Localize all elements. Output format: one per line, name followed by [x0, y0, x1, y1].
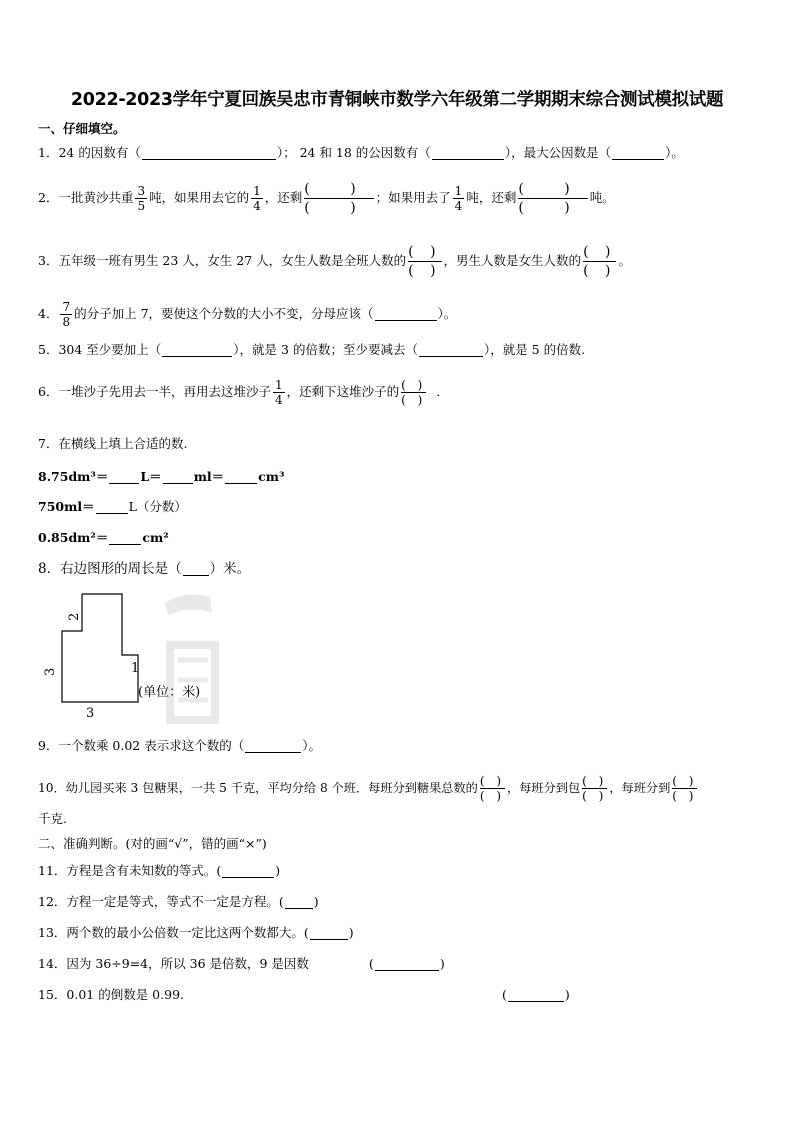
answer-blank[interactable]: [183, 563, 209, 576]
answer-blank[interactable]: [163, 471, 193, 484]
answer-blank[interactable]: [225, 471, 257, 484]
section2-heading: 二、准确判断。(对的画“√”，错的画“×”): [38, 836, 267, 851]
answer-fraction[interactable]: $\frac{( )}{( )}$: [304, 181, 374, 216]
answer-blank[interactable]: [162, 344, 232, 357]
answer-blank[interactable]: [310, 927, 348, 940]
question-13: 13．两个数的最小公倍数一定比这两个数都大。( ): [38, 925, 354, 941]
answer-blank[interactable]: [109, 532, 141, 545]
answer-fraction[interactable]: $\frac{( )}{( )}$: [582, 774, 608, 803]
question-14: 14．因为 36÷9=4，所以 36 是倍数，9 是因数 ( ): [38, 956, 445, 972]
question-6: 6．一堆沙子先用去一半，再用去这堆沙子 $\frac{1}{4}$ ，还剩下这堆沙子的 $\frac{( )}{( )}$ ．: [38, 378, 449, 407]
section1-heading: 一、仔细填空。: [38, 121, 126, 136]
question-12: 12．方程一定是等式，等式不一定是方程。( ): [38, 894, 319, 910]
question-7-row-2: 750ml＝ L（分数）: [38, 499, 187, 515]
answer-fraction[interactable]: $\frac{( )}{( )}$: [583, 244, 617, 279]
answer-blank[interactable]: [508, 989, 564, 1002]
answer-blank[interactable]: [109, 471, 139, 484]
answer-blank[interactable]: [96, 501, 128, 514]
question-11: 11．方程是含有未知数的等式。( ): [38, 863, 281, 879]
question-7-row-1: 8.75dm³＝ L＝ ml＝ cm³: [38, 469, 285, 485]
answer-fraction[interactable]: $\frac{( )}{( )}$: [401, 378, 427, 407]
answer-blank[interactable]: [419, 344, 483, 357]
label-3-bottom: 3: [86, 706, 95, 721]
label-2: 2: [67, 612, 82, 621]
answer-fraction[interactable]: $\frac{( )}{( )}$: [408, 244, 442, 279]
question-1: 1．24 的因数有（ ）； 24 和 18 的公因数有（ ），最大公因数是（ ）。: [38, 145, 684, 161]
label-1: 1: [131, 661, 140, 676]
answer-blank[interactable]: [245, 740, 301, 753]
label-3-left: 3: [43, 667, 58, 676]
question-7-row-3: 0.85dm²＝ cm²: [38, 530, 169, 546]
question-3: 3．五年级一班有男生 23 人，女生 27 人，女生人数是全班人数的 $\frac{( )}{( )}$ ，男生人数是女生人数的 $\frac{( )}{( )}$ 。: [38, 244, 631, 279]
answer-blank[interactable]: [222, 865, 274, 878]
question-4: 4． $\frac{7}{8}$ 的分子加上 7，要使这个分数的大小不变，分母应该（ ）。: [38, 300, 457, 329]
watermark-shape: [160, 585, 220, 725]
question-15: 15．0.01 的倒数是 0.99. ( ): [38, 987, 570, 1003]
fraction: $\frac{1}{4}$: [454, 184, 463, 213]
answer-blank[interactable]: [375, 958, 439, 971]
question-7-heading: 7．在横线上填上合适的数.: [38, 436, 188, 451]
question-10: 10．幼儿园买来 3 包糖果，一共 5 千克，平均分给 8 个班．每班分到糖果总数的 $\frac{( )}{( )}$ ，每班分到包 $\frac{( )}{( )}$ ，每班分到 $\frac{( )}{( )}$: [38, 774, 698, 803]
question-10-cont: 千克.: [38, 811, 67, 826]
fraction: $\frac{1}{4}$: [274, 378, 283, 407]
answer-blank[interactable]: [142, 147, 276, 160]
question-5: 5．304 至少要加上（ ），就是 3 的倍数；至少要减去（ ），就是 5 的倍数.: [38, 342, 586, 358]
answer-fraction[interactable]: $\frac{( )}{( )}$: [518, 181, 588, 216]
figure-outline: [62, 594, 138, 702]
answer-fraction[interactable]: $\frac{( )}{( )}$: [479, 774, 506, 803]
fraction: $\frac{1}{4}$: [253, 184, 261, 213]
unit-label: (单位：米): [138, 685, 201, 700]
question-9: 9．一个数乘 0.02 表示求这个数的（ ）。: [38, 738, 321, 754]
answer-blank[interactable]: [432, 147, 504, 160]
page-title: 2022-2023学年宁夏回族吴忠市青铜峡市数学六年级第二学期期末综合测试模拟试题: [70, 90, 724, 110]
answer-blank[interactable]: [285, 896, 313, 909]
question-2: 2．一批黄沙共重 $\frac{3}{5}$ 吨，如果用去它的 $\frac{1}{4}$ ，还剩 $\frac{( )}{( )}$ ；如果用去了 $\frac{1}{4}$ 吨，还剩 $\frac{( )}{( )}$ 吨。: [38, 181, 615, 216]
fraction: $\frac{3}{5}$: [137, 184, 146, 213]
answer-blank[interactable]: [612, 147, 664, 160]
answer-fraction[interactable]: $\frac{( )}{( )}$: [672, 774, 698, 803]
answer-blank[interactable]: [375, 308, 437, 321]
question-8: 8．右边图形的周长是（ ）米。: [38, 561, 251, 577]
fraction: $\frac{7}{8}$: [62, 300, 71, 329]
